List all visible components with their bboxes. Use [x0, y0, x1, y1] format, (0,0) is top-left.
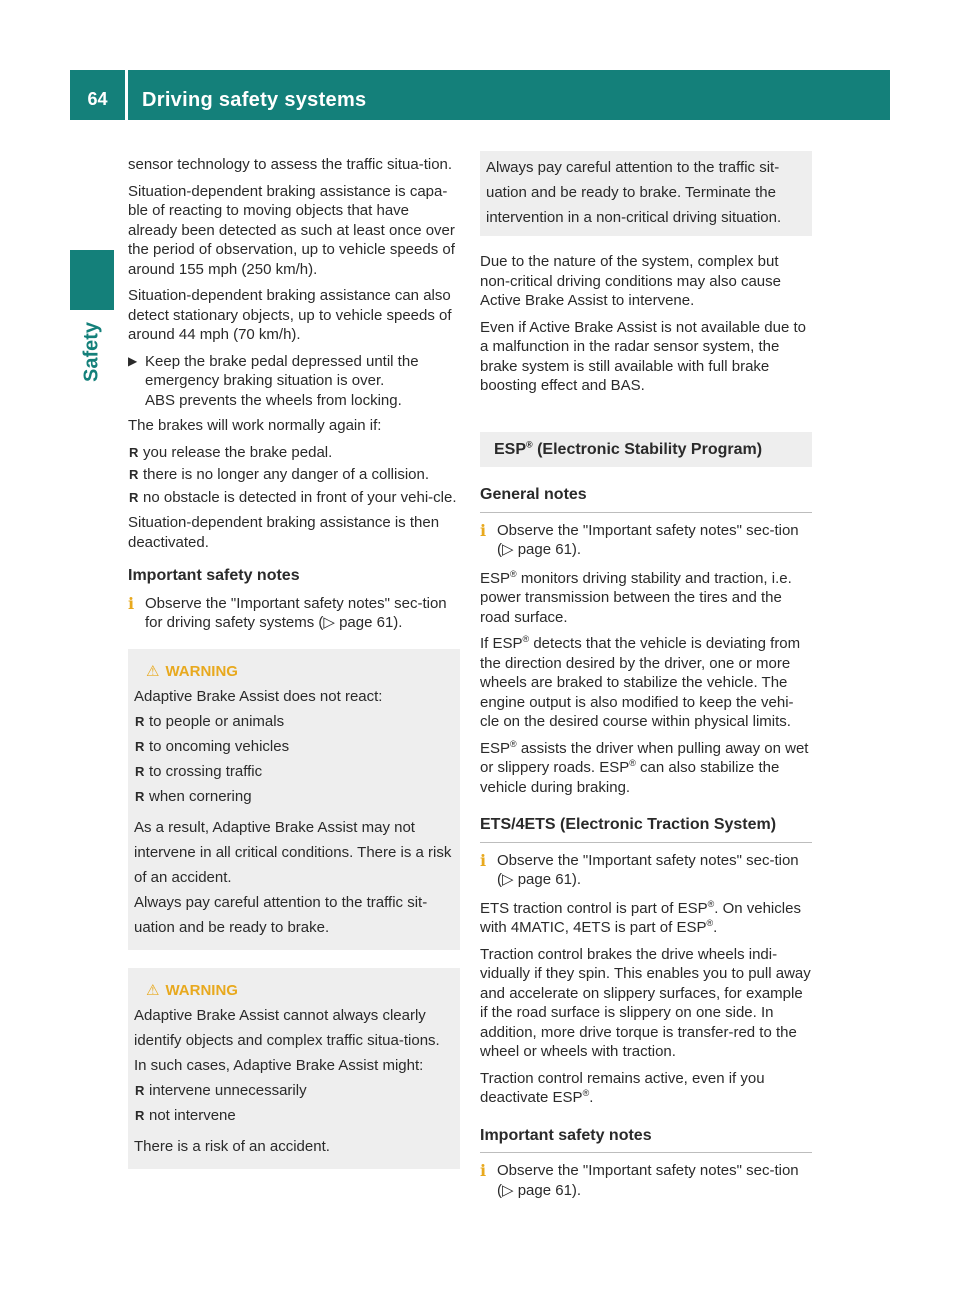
bullet-list [134, 709, 452, 809]
paragraph: Even if Active Brake Assist is not available due to a malfunction in the radar sensor system, the brake system is still available with full brake boosting effect and BAS. [480, 318, 807, 394]
paragraph: ESP® assists the driver when pulling away on wet or slippery roads. ESP® can also stabilize the vehicle during braking. [480, 738, 809, 796]
paragraph: ESP® monitors driving stability and traction, i.e. power transmission between the tires and the road surface. [480, 568, 792, 626]
bullet-icon: R [135, 763, 145, 779]
paragraph: Traction control remains active, even if you deactivate ESP®. [480, 1069, 765, 1106]
bullet-icon: R [129, 467, 139, 482]
list-item: R no obstacle is detected in front of your vehi-cle. [129, 488, 457, 506]
warning-box [128, 968, 460, 1169]
instruction-step [128, 352, 460, 411]
paragraph: Always pay careful attention to the traffic sit-uation and be ready to brake. [134, 893, 428, 936]
bullet-list [128, 443, 460, 508]
section-heading: Important safety notes [480, 1126, 812, 1154]
warning-title: ⚠ WARNING [146, 981, 238, 999]
bullet-icon: R [135, 738, 145, 754]
info-note: i Observe the "Important safety notes" sec-tion (▷ page 61). [480, 850, 799, 888]
paragraph: Situation-dependent braking assistance is capa-ble of reacting to moving objects that have already been detected as such at least once over the period of observation, up to vehicle speeds of around 155 mph (250 km/h). [128, 182, 455, 278]
bullet-icon: R [135, 788, 145, 804]
info-icon: i [480, 1161, 487, 1180]
paragraph: If ESP® detects that the vehicle is deviating from the direction desired by the driver, one or more wheels are braked to stabilize the vehicle. The engine output is also modified to keep the vehi-cle on the desired course within physical limits. [480, 634, 801, 730]
list-item: R you release the brake pedal. [129, 443, 333, 461]
info-note: i Observe the "Important safety notes" sec-tion (▷ page 61). [480, 520, 799, 558]
list-item: R when cornering [134, 784, 452, 809]
side-tab [70, 312, 114, 392]
section-heading: Important safety notes [128, 567, 300, 584]
paragraph: Traction control brakes the drive wheels indi-vidually if they spin. This enables you to pull away and accelerate on slippery surfaces, for example if the road surface is slippery on one side. In addition, more drive torque is transfer-red to the wheel or wheels with traction. [480, 945, 811, 1060]
bullet-list [134, 1078, 452, 1128]
bullet-icon: R [135, 1107, 145, 1123]
info-icon: i [480, 520, 487, 540]
step-text: Keep the brake pedal depressed until the emergency braking situation is over. [145, 352, 419, 389]
list-item: R to oncoming vehicles [134, 734, 452, 759]
page-number: 64 [87, 89, 108, 109]
warning-continuation: Always pay careful attention to the traffic sit-uation and be ready to brake. Terminate the intervention in a non-critical driving situation. [480, 151, 812, 236]
side-tab-marker [70, 250, 114, 310]
paragraph: sensor technology to assess the traffic situa-tion. [128, 156, 453, 173]
warning-title: ⚠ WARNING [146, 662, 238, 680]
info-note: i Observe the "Important safety notes" sec-tion (▷ page 61). [480, 1161, 799, 1199]
list-item: R to crossing traffic [134, 759, 452, 784]
page-title: Driving safety systems [142, 89, 367, 111]
list-item: R not intervene [134, 1103, 452, 1128]
warning-box [128, 649, 460, 950]
paragraph: Adaptive Brake Assist does not react: [134, 687, 383, 705]
step-result: ABS prevents the wheels from locking. [145, 391, 402, 409]
paragraph: The brakes will work normally again if: [128, 417, 382, 434]
bullet-icon: R [129, 489, 139, 505]
warning-triangle-icon: ⚠ [146, 662, 160, 680]
left-column [128, 155, 460, 1187]
section-heading: ETS/4ETS (Electronic Traction System) [480, 815, 812, 843]
info-note: i Observe the "Important safety notes" sec-tion for driving safety systems (▷ page 61). [128, 593, 447, 631]
section-title-esp: ESP® (Electronic Stability Program) [480, 432, 812, 468]
paragraph: Adaptive Brake Assist cannot always clearly identify objects and complex traffic situa-tions. [134, 1006, 440, 1049]
side-tab-label: Safety [80, 321, 103, 383]
arrow-icon: ▶ [128, 353, 138, 368]
bullet-icon: R [129, 444, 139, 460]
bullet-icon: R [135, 1082, 145, 1098]
info-icon: i [128, 593, 135, 613]
paragraph: Due to the nature of the system, complex but non-critical driving conditions may also cause Active Brake Assist to intervene. [480, 253, 781, 309]
paragraph: In such cases, Adaptive Brake Assist might: [134, 1056, 424, 1074]
paragraph: There is a risk of an accident. [134, 1137, 330, 1155]
warning-triangle-icon: ⚠ [146, 981, 160, 999]
list-item: R there is no longer any danger of a collision. [129, 466, 430, 483]
bullet-icon: R [135, 713, 145, 729]
paragraph: As a result, Adaptive Brake Assist may not intervene in all critical conditions. There is a risk of an accident. [134, 818, 452, 886]
right-column [480, 155, 812, 1209]
paragraph: Situation-dependent braking assistance can also detect stationary objects, up to vehicle speeds of around 44 mph (70 km/h). [128, 287, 452, 343]
list-item: R to people or animals [134, 709, 452, 734]
header-divider [125, 70, 128, 120]
paragraph: ETS traction control is part of ESP®. On vehicles with 4MATIC, 4ETS is part of ESP®. [480, 898, 801, 936]
paragraph: Situation-dependent braking assistance is then deactivated. [128, 514, 440, 551]
info-icon: i [480, 850, 487, 870]
section-heading: General notes [480, 485, 812, 513]
list-item: R intervene unnecessarily [134, 1078, 452, 1103]
